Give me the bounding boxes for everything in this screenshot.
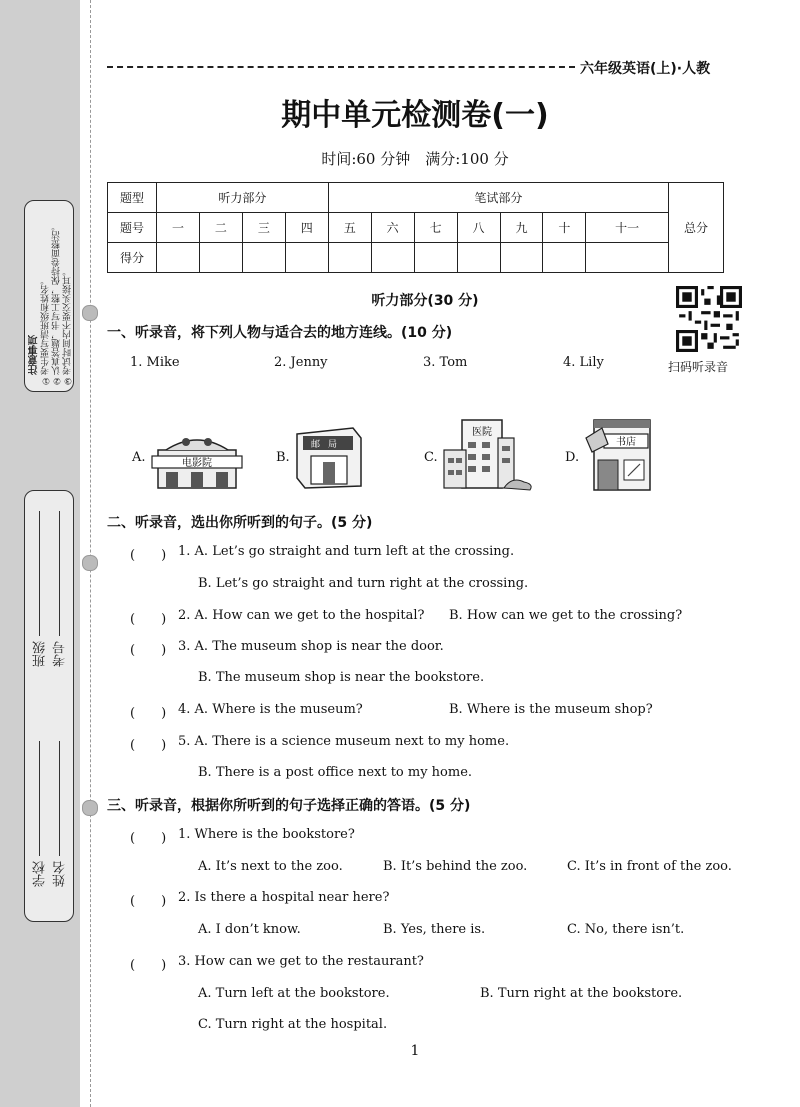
part1-heading: 一、听录音，将下列人物与适合去的地方连线。(10 分) — [107, 325, 453, 341]
option-a: 2. A. How can we get to the hospital? — [178, 608, 425, 623]
notice-line: ③考试时间内不要交头接耳。 — [63, 267, 73, 385]
binding-hole-icon — [82, 555, 98, 571]
answer-blank[interactable]: ( ) — [130, 706, 167, 721]
option-a: 1. A. Let’s go straight and turn left at the crossing. — [178, 544, 515, 559]
option-a: 4. A. Where is the museum? — [178, 702, 363, 717]
score-table — [107, 182, 724, 273]
qr-code-icon[interactable] — [676, 286, 742, 352]
table-cell: 一 — [157, 213, 200, 243]
table-cell: 笔试部分 — [328, 183, 668, 213]
place-letter: C. — [424, 450, 438, 465]
score-cell[interactable] — [199, 243, 242, 273]
table-cell: 听力部分 — [157, 183, 329, 213]
number-label: 考号 — [53, 641, 68, 667]
score-cell[interactable] — [371, 243, 414, 273]
table-cell: 十一 — [586, 213, 669, 243]
answer-blank[interactable]: ( ) — [130, 548, 167, 563]
table-cell: 十 — [543, 213, 586, 243]
score-cell[interactable] — [328, 243, 371, 273]
answer-blank[interactable]: ( ) — [130, 612, 167, 627]
number-input-line[interactable] — [59, 511, 60, 636]
place-sign: 医院 — [472, 427, 492, 438]
table-cell: 五 — [328, 213, 371, 243]
table-cell: 三 — [242, 213, 285, 243]
answer-blank[interactable]: ( ) — [130, 831, 167, 846]
student-info-box — [24, 490, 74, 922]
option-a: A. I don’t know. — [198, 922, 301, 937]
class-input-line[interactable] — [39, 511, 40, 636]
question: 1. Where is the bookstore? — [178, 827, 355, 842]
option-a: 5. A. There is a science museum next to my home. — [178, 734, 510, 749]
option-b: B. Turn right at the bookstore. — [480, 986, 683, 1001]
binding-hole-icon — [82, 800, 98, 816]
score-cell[interactable] — [285, 243, 328, 273]
table-cell: 九 — [500, 213, 543, 243]
option-b: B. Where is the museum shop? — [449, 702, 653, 717]
part2-heading: 二、听录音，选出你所听到的句子。(5 分) — [107, 515, 373, 531]
cinema-icon — [148, 428, 246, 490]
post-office-icon — [293, 424, 365, 490]
person-item: 2. Jenny — [274, 355, 328, 370]
score-cell[interactable] — [414, 243, 457, 273]
option-b: B. It’s behind the zoo. — [383, 859, 528, 874]
table-cell: 六 — [371, 213, 414, 243]
table-cell: 四 — [285, 213, 328, 243]
option-c: C. No, there isn’t. — [567, 922, 685, 937]
place-sign: 电影院 — [182, 458, 212, 469]
answer-blank[interactable]: ( ) — [130, 643, 167, 658]
option-c: C. Turn right at the hospital. — [198, 1017, 388, 1032]
school-input-line[interactable] — [39, 741, 40, 856]
school-label: 学校 — [33, 861, 48, 887]
question: 3. How can we get to the restaurant? — [178, 954, 424, 969]
bookstore-icon — [584, 416, 658, 492]
option-b: B. Let’s go straight and turn right at the crossing. — [198, 576, 529, 591]
option-c: C. It’s in front of the zoo. — [567, 859, 732, 874]
question: 2. Is there a hospital near here? — [178, 890, 390, 905]
page-number: 1 — [410, 1043, 420, 1059]
option-b: B. The museum shop is near the bookstore. — [198, 670, 485, 685]
option-a: A. It’s next to the zoo. — [198, 859, 343, 874]
header-rule — [107, 66, 575, 68]
score-cell[interactable] — [500, 243, 543, 273]
score-cell[interactable] — [543, 243, 586, 273]
person-item: 3. Tom — [423, 355, 468, 370]
answer-blank[interactable]: ( ) — [130, 958, 167, 973]
place-letter: A. — [132, 450, 146, 465]
place-letter: B. — [276, 450, 290, 465]
option-b: B. How can we get to the crossing? — [449, 608, 683, 623]
option-b: B. There is a post office next to my home. — [198, 765, 473, 780]
listening-heading: 听力部分(30 分) — [371, 293, 479, 309]
score-cell[interactable] — [242, 243, 285, 273]
place-sign: 邮局 — [310, 440, 346, 450]
option-a: A. Turn left at the bookstore. — [198, 986, 390, 1001]
score-cell[interactable] — [586, 243, 669, 273]
person-item: 4. Lily — [563, 355, 604, 370]
class-label: 班级 — [33, 641, 48, 667]
table-cell: 得分 — [108, 243, 157, 273]
option-a: 3. A. The museum shop is near the door. — [178, 639, 444, 654]
series-label: 六年级英语(上)·人教 — [580, 61, 711, 77]
answer-blank[interactable]: ( ) — [130, 738, 167, 753]
score-cell[interactable] — [457, 243, 500, 273]
table-cell: 题型 — [108, 183, 157, 213]
table-cell: 题号 — [108, 213, 157, 243]
table-cell: 总分 — [669, 183, 724, 273]
part3-heading: 三、听录音，根据你所听到的句子选择正确的答语。(5 分) — [107, 798, 471, 814]
answer-blank[interactable]: ( ) — [130, 894, 167, 909]
page-title: 期中单元检测卷(一) — [281, 98, 549, 133]
score-cell[interactable] — [157, 243, 200, 273]
person-item: 1. Mike — [130, 355, 180, 370]
table-cell: 七 — [414, 213, 457, 243]
notice-line: ②认真答题，书写工整，保持卷面整洁。 — [52, 222, 62, 385]
qr-label: 扫码听录音 — [668, 360, 729, 374]
name-input-line[interactable] — [59, 741, 60, 856]
time-info: 时间:60 分钟 满分:100 分 — [321, 150, 509, 168]
hospital-icon — [442, 416, 534, 492]
table-cell: 八 — [457, 213, 500, 243]
name-label: 姓名 — [53, 861, 68, 887]
notice-title: 注意事项 — [29, 335, 40, 375]
option-b: B. Yes, there is. — [383, 922, 486, 937]
place-sign: 书店 — [616, 437, 636, 448]
notice-line: ①考生要写清班级和姓名。 — [41, 276, 51, 385]
place-letter: D. — [565, 450, 580, 465]
table-cell: 二 — [199, 213, 242, 243]
